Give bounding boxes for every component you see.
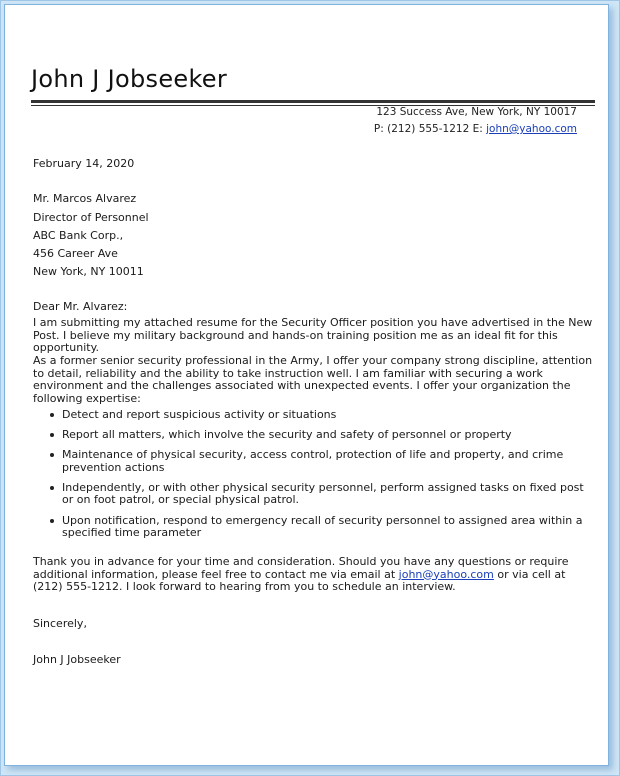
sender-contact-line bbox=[177, 123, 577, 135]
sender-name: John J Jobseeker bbox=[31, 65, 228, 93]
sender-email-link[interactable]: john@yahoo.com bbox=[486, 123, 577, 135]
letter-date: February 14, 2020 bbox=[33, 157, 135, 170]
letter-page bbox=[4, 4, 609, 766]
recipient-name: Mr. Marcos Alvarez bbox=[33, 192, 137, 205]
closing-text-start: Thank you in advance for your time and consideration. Should you have any questions or require additional information, please feel free to contact me via email at bbox=[33, 555, 569, 581]
signature: John J Jobseeker bbox=[33, 653, 121, 666]
sender-phone: P: (212) 555-1212 E: bbox=[373, 123, 483, 135]
closing-email-link[interactable]: john@yahoo.com bbox=[398, 567, 494, 581]
salutation: Dear Mr. Alvarez: bbox=[33, 300, 128, 313]
header-rule-thick bbox=[31, 100, 595, 103]
paragraph-closing bbox=[33, 556, 597, 594]
paragraph-intro: I am submitting my attached resume for the Security Officer position you have advertised in the New Post. I believe my military background and hands-on training position me as an ideal fit for this opportunity. bbox=[33, 316, 593, 355]
signoff: Sincerely, bbox=[33, 617, 87, 630]
expertise-list bbox=[33, 409, 593, 547]
recipient-company: ABC Bank Corp., bbox=[33, 229, 124, 242]
list-item: Upon notification, respond to emergency recall of security personnel to assigned area within a specified time parameter bbox=[33, 515, 593, 540]
sender-address: 123 Success Ave, New York, NY 10017 bbox=[376, 106, 577, 118]
recipient-title: Director of Personnel bbox=[33, 211, 149, 224]
recipient-street: 456 Career Ave bbox=[33, 247, 118, 260]
list-item: Report all matters, which involve the security and safety of personnel or property bbox=[33, 429, 593, 442]
closing-text-end: or via cell at (212) 555-1212. I look forward to hearing from you to schedule an interview. bbox=[33, 567, 566, 594]
recipient-city: New York, NY 10011 bbox=[33, 265, 144, 278]
list-item: Maintenance of physical security, access control, protection of life and property, and crime prevention actions bbox=[33, 449, 593, 474]
list-item: Independently, or with other physical security personnel, perform assigned tasks on fixed post or on foot patrol, or special physical patrol. bbox=[33, 482, 593, 507]
paragraph-background: As a former senior security professional in the Army, I offer your company strong discipline, attention to detail, reliability and the ability to take instruction well. I am familiar with securing a work environment and the challenges associated with unexpected events. I offer your organization the following expertise: bbox=[33, 354, 593, 405]
list-item: Detect and report suspicious activity or situations bbox=[33, 409, 593, 422]
